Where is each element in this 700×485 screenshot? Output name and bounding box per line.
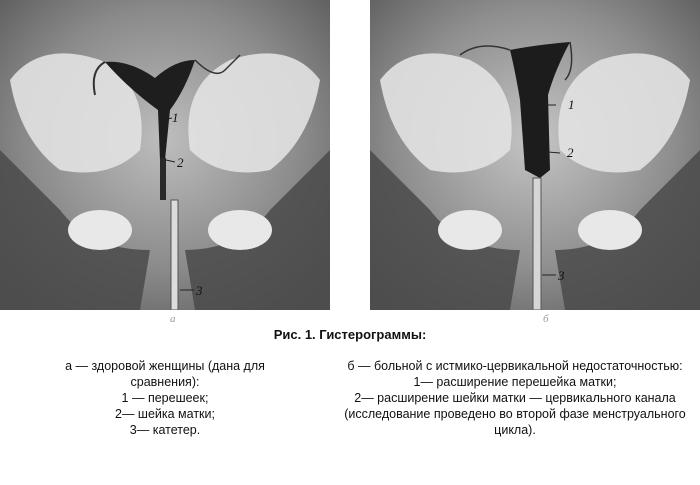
hysterogram-panel-b <box>370 0 700 310</box>
xray-image-b <box>370 0 700 310</box>
legend-a-item-2: 2— шейка матки; <box>115 407 215 421</box>
legend-b-heading: б — больной с истмико-цервикальной недостаточностью: <box>347 359 683 373</box>
legend-a-item-3: 3— катетер. <box>129 423 201 437</box>
panel-b-letter: б <box>543 313 549 325</box>
panel-a-letter: а <box>170 313 176 325</box>
label-a-3: 3 <box>196 283 203 298</box>
legend-b-item-1: 1— расширение перешейка матки; <box>413 375 617 389</box>
xray-image-a <box>0 0 330 310</box>
label-b-3: 3 <box>558 268 565 283</box>
legend-b-item-2: 2— расширение шейки матки — цервикального канала (исследование проведено во второй фазе менструального цикла). <box>344 391 686 437</box>
hysterogram-panel-a <box>0 0 330 310</box>
legend-b <box>335 358 695 438</box>
figure-title: Рис. 1. Гистерограммы: <box>273 327 427 342</box>
label-b-1: 1 <box>568 97 575 112</box>
legend-a-heading: а — здоровой женщины (дана для сравнения): <box>65 359 265 389</box>
legend-a <box>30 358 300 438</box>
label-a-1: 1 <box>172 110 179 125</box>
label-a-2: 2 <box>177 155 184 170</box>
label-b-2: 2 <box>567 145 574 160</box>
legend-a-item-1: 1 — перешеек; <box>121 391 209 405</box>
